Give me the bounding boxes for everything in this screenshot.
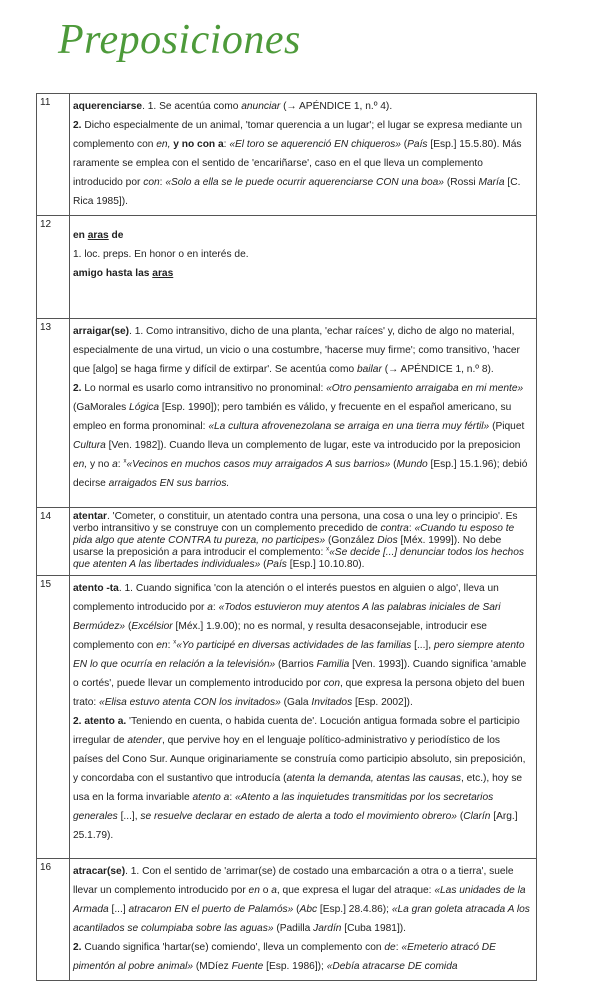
example-quote: «La cultura afrovenezolana se arraiga en una tierra muy fértil» [208,421,490,432]
example-quote: «La gran goleta atracada A los acantilados se columpiaba sobre las aguas» [73,904,530,934]
example-quote: «Todos estuvieron muy atentos A las palabras iniciales de Sari Bermúdez» [73,602,501,632]
table-row [37,508,537,576]
example-quote: «Solo a ella se le puede ocurrir aquerenciarse CON una boa» [165,177,444,188]
example-quote: «Vecinos en muchos casos muy arraigados A sus barrios» [126,459,391,470]
entries-table [36,93,537,981]
headword: atento -ta [73,583,119,594]
example-quote: «Se decide [...] denunciar todos los hechos que atenten A las libertades individuales» [73,547,524,570]
entry-number: 15 [37,576,70,859]
headword: atentar [73,511,107,522]
entry-number: 13 [37,319,70,508]
example-quote: «Yo participé en diversas actividades de las familias [176,640,412,651]
example-quote: «Atento a las inquietudes transmitidas por los secretarios generales [73,792,494,822]
entry-number: 16 [37,859,70,981]
entry-body: atracar(se). 1. Con el sentido de 'arrimar(se) de costado una embarcación a otra o a tierra', suele llevar un complemento introducido por en o a, que expresa el lugar del atraque: «Las unidades de la Armada [...] atracaron EN el puerto de Palamós» (Abc [Esp.] 28.4.86); «La gran goleta atracada A los acantilados se columpiaba sobre las aguas» (Padilla Jardín [Cuba 1981]). 2. Cuando significa 'hartar(se) comiendo', lleva un complemento con de: «Emeterio atracó DE pimentón al pobre animal» (MDíez Fuente [Esp. 1986]); «Debía atracarse DE comida [70,859,537,981]
headword: aquerenciarse [73,101,143,112]
example-quote: «El toro se aquerenció EN chiqueros» [229,139,401,150]
entry-number: 12 [37,216,70,319]
table-row [37,94,537,216]
example-quote: «Emeterio atracó DE pimentón al pobre animal» [73,942,496,972]
headword: arraigar(se) [73,326,130,337]
example-quote: «Cuando tu esposo te pida algo que atente CONTRA tu pureza, no participes» [73,523,515,546]
entry-body: atentar. 'Cometer, o constituir, un atentado contra una persona, una cosa o una ley o principio'. Es verbo intransitivo y se construye con un complemento precedido de contra: «Cuando tu esposo te pida algo que atente CONTRA tu pureza, no participes» (González Dios [Méx. 1999]). No debe usarse la preposición a para introducir el complemento: $^x$«Se decide [...] denunciar todos los hechos que atenten A las libertades individuales» (País [Esp.] 10.10.80). [70,508,537,576]
table-row [37,576,537,859]
entry-body: en aras de 1. loc. preps. En honor o en interés de. amigo hasta las aras [70,216,537,319]
table-row [37,319,537,508]
example-quote: «Elisa estuvo atenta CON los invitados» [99,697,281,708]
table-row [37,859,537,981]
example-quote: «Debía atracarse DE comida [326,961,458,972]
page-title: Preposiciones [58,17,301,63]
entry-body: arraigar(se). 1. Como intransitivo, dicho de una planta, 'echar raíces' y, dicho de algo no material, especialmente de una virtud, un vicio o una costumbre, 'hacerse muy firme'; como transitivo, 'hacer que [algo] se haga firme y difícil de extirpar'. Se acentúa como bailar (→ APÉNDICE 1, n.º 8). 2. Lo normal es usarlo como intransitivo no pronominal: «Otro pensamiento arraigaba en mi mente» (GaMorales Lógica [Esp. 1990]); pero también es válido, y frecuente en el español americano, su empleo en forma pronominal: «La cultura afrovenezolana se arraiga en una tierra muy fértil» (Piquet Cultura [Ven. 1982]). Cuando lleva un complemento de lugar, este va introducido por la preposicion en, y no a: $^x$«Vecinos en muchos casos muy arraigados A sus barrios» (Mundo [Esp.] 15.1.96); debió decirse arraigados EN sus barrios. [70,319,537,508]
entry-number: 11 [37,94,70,216]
entry-body: aquerenciarse. 1. Se acentúa como anunciar (→ APÉNDICE 1, n.º 4). 2. Dicho especialmente de un animal, 'tomar querencia a un lugar'; el lugar se expresa mediante un complemento con en, y no con a: «El toro se aquerenció EN chiqueros» (País [Esp.] 15.5.80). Más raramente se emplea con el sentido de 'encariñarse', caso en el que lleva un complemento introducido por con: «Solo a ella se le puede ocurrir aquerenciarse CON una boa» (Rossi María [C. Rica 1985]). [70,94,537,216]
table-row [37,216,537,319]
example-quote: «Las unidades de la Armada [73,885,526,915]
entry-body: atento -ta. 1. Cuando significa 'con la atención o el interés puestos en alguien o algo', lleva un complemento introducido por a: «Todos estuvieron muy atentos A las palabras iniciales de Sari Bermúdez» (Excélsior [Méx.] 1.9.00); no es normal, y resulta desaconsejable, introducir ese complemento con en: $^x$«Yo participé en diversas actividades de las familias [...], pero siempre atento EN lo que ocurría en relación a la televisión» (Barrios Familia [Ven. 1993]). Cuando significa 'amable o cortés', puede llevar un complemento introducido por con, que expresa la persona objeto del buen trato: «Elisa estuvo atenta CON los invitados» (Gala Invitados [Esp. 2002]). 2. atento a. 'Teniendo en cuenta, o habida cuenta de'. Locución antigua formada sobre el participio irregular de atender, que pervive hoy en el lenguaje político-administrativo y periodístico de los países del Cono Sur. Aunque originariamente se construía como participio absoluto, sin preposición, y concordaba con el sustantivo que introducía (atenta la demanda, atentas las causas, etc.), hoy se usa en la forma invariable atento a: «Atento a las inquietudes transmitidas por los secretarios generales [...], se resuelve declarar en estado de alerta a todo el movimiento obrero» (Clarín [Arg.] 25.1.79). [70,576,537,859]
entry-number: 14 [37,508,70,576]
headword: atracar(se) [73,866,126,877]
example-quote: «Otro pensamiento arraigaba en mi mente» [326,383,524,394]
